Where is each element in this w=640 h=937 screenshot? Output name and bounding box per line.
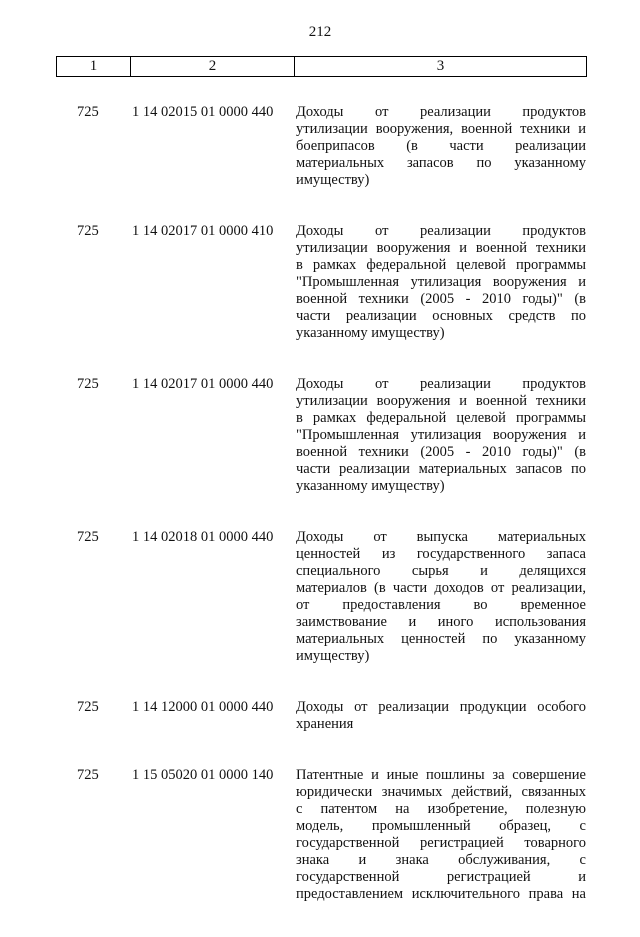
description-line: военной техники (2005 - 2010 годы)" (в	[296, 291, 586, 307]
admin-code: 725	[77, 767, 99, 783]
income-description	[296, 104, 586, 189]
description-line: утилизации вооружения, военной техники и	[296, 121, 586, 137]
description-line: утилизации вооружения и военной техники	[296, 240, 586, 256]
description-line: предоставлением исключительного права на	[296, 886, 586, 902]
description-line: указанному имуществу)	[296, 478, 445, 494]
budget-classification-code: 1 14 12000 01 0000 440	[132, 699, 274, 715]
income-description	[296, 376, 586, 495]
description-line: боеприпасов (в части реализации	[296, 138, 586, 154]
description-line: указанному имуществу)	[296, 325, 445, 341]
income-code-row	[0, 529, 640, 665]
column-header-table	[56, 56, 587, 77]
description-line: от предоставления во временное	[296, 597, 586, 613]
income-code-row	[0, 376, 640, 495]
income-description	[296, 767, 586, 903]
income-codes-list	[0, 104, 640, 937]
description-line: военной техники (2005 - 2010 годы)" (в	[296, 444, 586, 460]
description-line: Доходы от реализации продуктов	[296, 104, 586, 120]
budget-classification-code: 1 14 02017 01 0000 410	[132, 223, 274, 239]
description-line: специального сырья и делящихся	[296, 563, 586, 579]
income-description	[296, 529, 586, 665]
description-line: утилизации вооружения и военной техники	[296, 393, 586, 409]
column-header-1: 1	[57, 57, 131, 77]
income-code-row	[0, 223, 640, 342]
admin-code: 725	[77, 223, 99, 239]
description-line: государственной регистрацией товарного	[296, 835, 586, 851]
description-line: части реализации основных средств по	[296, 308, 586, 324]
description-line: государственной регистрацией и	[296, 869, 586, 885]
budget-classification-code: 1 14 02017 01 0000 440	[132, 376, 274, 392]
budget-classification-code: 1 14 02018 01 0000 440	[132, 529, 274, 545]
description-line: "Промышленная утилизация вооружения и	[296, 427, 586, 443]
description-line: заимствование и иного использования	[296, 614, 586, 630]
description-line: хранения	[296, 716, 354, 732]
admin-code: 725	[77, 699, 99, 715]
description-line: Доходы от реализации продуктов	[296, 376, 586, 392]
description-line: ценностей из государственного запаса	[296, 546, 586, 562]
column-header-2: 2	[131, 57, 295, 77]
description-line: знака и знака обслуживания, с	[296, 852, 586, 868]
budget-classification-code: 1 14 02015 01 0000 440	[132, 104, 274, 120]
description-line: с патентом на изобретение, полезную	[296, 801, 586, 817]
income-code-row	[0, 699, 640, 733]
description-line: материальных запасов по указанному	[296, 155, 586, 171]
description-line: материалов (в части доходов от реализации,	[296, 580, 586, 596]
description-line: Патентные и иные пошлины за совершение	[296, 767, 586, 783]
income-description	[296, 699, 586, 733]
income-description	[296, 223, 586, 342]
admin-code: 725	[77, 529, 99, 545]
description-line: Доходы от реализации продукции особого	[296, 699, 586, 715]
income-code-row	[0, 767, 640, 903]
admin-code: 725	[77, 104, 99, 120]
description-line: имуществу)	[296, 172, 370, 188]
income-code-row	[0, 104, 640, 189]
description-line: имуществу)	[296, 648, 370, 664]
description-line: Доходы от выпуска материальных	[296, 529, 586, 545]
description-line: "Промышленная утилизация вооружения и	[296, 274, 586, 290]
description-line: юридически значимых действий, связанных	[296, 784, 586, 800]
description-line: в рамках федеральной целевой программы	[296, 410, 586, 426]
column-header-3: 3	[295, 57, 587, 77]
description-line: материальных ценностей по указанному	[296, 631, 586, 647]
description-line: части реализации материальных запасов по	[296, 461, 586, 477]
description-line: в рамках федеральной целевой программы	[296, 257, 586, 273]
description-line: Доходы от реализации продуктов	[296, 223, 586, 239]
admin-code: 725	[77, 376, 99, 392]
description-line: модель, промышленный образец, с	[296, 818, 586, 834]
budget-classification-code: 1 15 05020 01 0000 140	[132, 767, 274, 783]
page-number: 212	[308, 24, 332, 40]
